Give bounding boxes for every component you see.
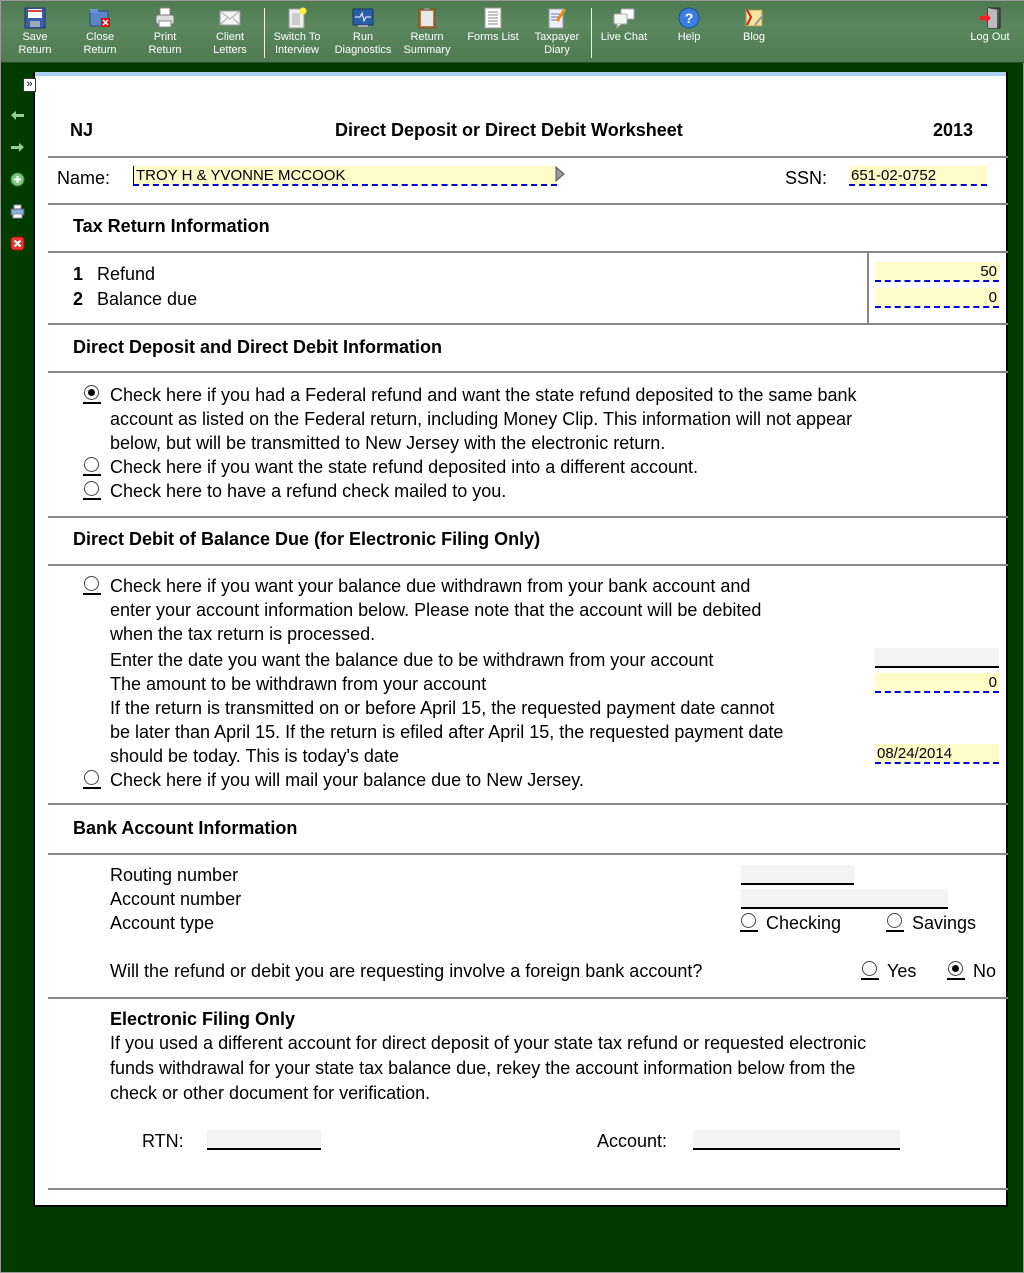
main-toolbar — [1, 1, 1024, 63]
switch-to-interview-button[interactable] — [265, 7, 329, 57]
divider — [48, 371, 1008, 373]
account-verify-label: Account: — [597, 1131, 668, 1151]
client-letters-label-1: Client — [215, 31, 245, 43]
withdraw-date-field[interactable] — [875, 648, 999, 668]
foreign-yes-radio[interactable] — [861, 961, 879, 979]
help-label: Help — [677, 31, 701, 43]
efile-heading: Electronic Filing Only — [110, 1009, 296, 1029]
run-diagnostics-label-1: Run — [352, 31, 374, 43]
return-summary-button[interactable] — [395, 7, 459, 57]
print-return-button[interactable] — [133, 7, 197, 57]
checking-radio[interactable] — [740, 913, 758, 931]
worksheet-page — [26, 72, 1008, 1207]
divider — [48, 203, 1008, 205]
printer-icon — [154, 7, 176, 29]
efile-text-3: check or other document for verification. — [110, 1083, 431, 1103]
switch-to-interview-label-2: Interview — [274, 44, 320, 56]
withdraw-radio[interactable] — [83, 576, 101, 594]
account-type-label: Account type — [110, 913, 215, 933]
run-diagnostics-button[interactable] — [331, 7, 395, 57]
clipboard-icon — [416, 7, 438, 29]
routing-number-field[interactable] — [741, 865, 854, 885]
ssn-label: SSN: — [785, 168, 828, 188]
blog-button[interactable] — [722, 7, 786, 44]
close-return-label-1: Close — [85, 31, 115, 43]
forms-list-button[interactable] — [461, 7, 525, 44]
foreign-account-question: Will the refund or debit you are requesting involve a foreign bank account? — [110, 961, 703, 981]
payment-date-note-3: should be today. This is today's date — [110, 746, 399, 766]
close-return-label-2: Return — [83, 44, 117, 56]
return-summary-label-2: Summary — [403, 44, 451, 56]
mail-check-radio[interactable] — [83, 481, 101, 499]
taxpayer-diary-button[interactable] — [525, 7, 589, 57]
left-rail — [3, 63, 31, 1272]
forward-arrow-icon[interactable] — [10, 140, 25, 155]
monitor-pulse-icon — [352, 7, 374, 29]
page-top-bar — [35, 72, 1006, 76]
line-2-number: 2 — [73, 289, 84, 309]
live-chat-label: Live Chat — [600, 31, 648, 43]
forms-list-label: Forms List — [467, 31, 519, 43]
same-account-radio[interactable] — [83, 385, 101, 403]
divider — [48, 516, 1008, 518]
ssn-field[interactable]: 651-02-0752 — [849, 166, 987, 186]
envelope-icon — [219, 7, 241, 29]
exit-door-icon — [979, 7, 1001, 29]
taxpayer-diary-label-2: Diary — [544, 44, 570, 56]
savings-label: Savings — [912, 913, 977, 933]
refund-label: Refund — [97, 264, 156, 284]
foreign-no-radio[interactable] — [947, 961, 965, 979]
rtn-verify-field[interactable] — [207, 1130, 321, 1150]
print-return-label-1: Print — [153, 31, 177, 43]
state-code: NJ — [70, 120, 94, 140]
chat-bubbles-icon — [613, 7, 635, 29]
efile-text-1: If you used a different account for direct deposit of your state tax refund or requested electronic — [110, 1033, 867, 1053]
different-account-radio[interactable] — [83, 457, 101, 475]
divider — [48, 803, 1008, 805]
run-diagnostics-label-2: Diagnostics — [334, 44, 392, 56]
divider — [48, 564, 1008, 566]
name-expand-arrow-icon[interactable] — [555, 166, 565, 187]
deposit-heading: Direct Deposit and Direct Debit Information — [73, 337, 443, 357]
account-number-label: Account number — [110, 889, 242, 909]
close-return-button[interactable] — [68, 7, 132, 57]
account-verify-field[interactable] — [693, 1130, 900, 1150]
balance-due-label: Balance due — [97, 289, 198, 309]
divider — [48, 251, 1008, 253]
client-letters-label-2: Letters — [213, 44, 247, 56]
routing-label: Routing number — [110, 865, 239, 885]
log-out-button[interactable] — [958, 7, 1022, 44]
withdraw-date-label: Enter the date you want the balance due to be withdrawn from your account — [110, 650, 714, 670]
blog-label: Blog — [742, 31, 766, 43]
log-out-label: Log Out — [970, 31, 1010, 43]
client-letters-button[interactable] — [198, 7, 262, 57]
same-account-text-3: below, but will be transmitted to New Jersey with the electronic return. — [110, 433, 666, 453]
foreign-no-label: No — [973, 961, 997, 981]
interview-page-icon — [286, 7, 308, 29]
payment-date-note-2: be later than April 15. If the return is efiled after April 15, the requested payment date — [110, 722, 784, 742]
debit-heading: Direct Debit of Balance Due (for Electronic Filing Only) — [73, 529, 541, 549]
add-form-icon[interactable] — [10, 172, 25, 187]
expand-panel-button[interactable]: » — [23, 78, 36, 92]
mail-balance-text: Check here if you will mail your balance due to New Jersey. — [110, 770, 584, 790]
live-chat-button[interactable] — [592, 7, 656, 44]
withdraw-text-1: Check here if you want your balance due withdrawn from your bank account and — [110, 576, 751, 596]
print-form-icon[interactable] — [10, 204, 25, 219]
mail-balance-radio[interactable] — [83, 770, 101, 788]
help-button[interactable] — [657, 7, 721, 44]
todays-date-field[interactable]: 08/24/2014 — [875, 744, 999, 764]
save-return-label-1: Save — [22, 31, 48, 43]
print-return-label-2: Return — [148, 44, 182, 56]
refund-field[interactable]: 50 — [875, 262, 999, 282]
line-1-number: 1 — [73, 264, 84, 284]
list-document-icon — [482, 7, 504, 29]
divider — [48, 323, 1008, 325]
help-question-icon — [678, 7, 700, 29]
withdraw-amount-field[interactable]: 0 — [875, 673, 999, 693]
different-account-text: Check here if you want the state refund deposited into a different account. — [110, 457, 699, 477]
tax-info-heading: Tax Return Information — [73, 216, 270, 236]
account-number-field[interactable] — [741, 889, 948, 909]
taxpayer-diary-label-1: Taxpayer — [534, 31, 580, 43]
name-field[interactable]: TROY H & YVONNE MCCOOK — [133, 166, 557, 186]
back-arrow-icon[interactable] — [10, 108, 25, 123]
delete-form-icon[interactable] — [10, 236, 25, 251]
switch-to-interview-label-1: Switch To — [273, 31, 321, 43]
same-account-text-1: Check here if you had a Federal refund and want the state refund deposited to the same bank — [110, 385, 857, 405]
save-return-button[interactable] — [3, 7, 67, 57]
balance-due-field[interactable]: 0 — [875, 288, 999, 308]
rtn-label: RTN: — [142, 1131, 184, 1151]
scroll-quill-icon — [743, 7, 765, 29]
folder-close-icon — [89, 7, 111, 29]
savings-radio[interactable] — [886, 913, 904, 931]
withdraw-text-2: enter your account information below. Please note that the account will be debited — [110, 600, 762, 620]
same-account-text-2: account as listed on the Federal return, including Money Clip. This information will not appear — [110, 409, 853, 429]
name-label: Name: — [57, 168, 111, 188]
column-divider — [867, 252, 869, 324]
withdraw-amount-label: The amount to be withdrawn from your account — [110, 674, 487, 694]
checking-label: Checking — [766, 913, 842, 933]
efile-text-2: funds withdrawal for your state tax balance due, rekey the account information below from the — [110, 1058, 856, 1078]
page-title: Direct Deposit or Direct Debit Worksheet — [335, 120, 683, 140]
tax-year: 2013 — [933, 120, 974, 140]
bank-heading: Bank Account Information — [73, 818, 298, 838]
return-summary-label-1: Return — [410, 31, 444, 43]
foreign-yes-label: Yes — [887, 961, 917, 981]
mail-check-text: Check here to have a refund check mailed to you. — [110, 481, 507, 501]
divider — [48, 156, 1008, 158]
floppy-disk-icon — [24, 7, 46, 29]
withdraw-text-3: when the tax return is processed. — [110, 624, 376, 644]
svg-text:?: ? — [684, 10, 694, 26]
notepad-pencil-icon — [546, 7, 568, 29]
divider — [48, 1188, 1008, 1190]
divider — [48, 997, 1008, 999]
save-return-label-2: Return — [18, 44, 52, 56]
divider — [48, 853, 1008, 855]
payment-date-note-1: If the return is transmitted on or before April 15, the requested payment date cannot — [110, 698, 775, 718]
